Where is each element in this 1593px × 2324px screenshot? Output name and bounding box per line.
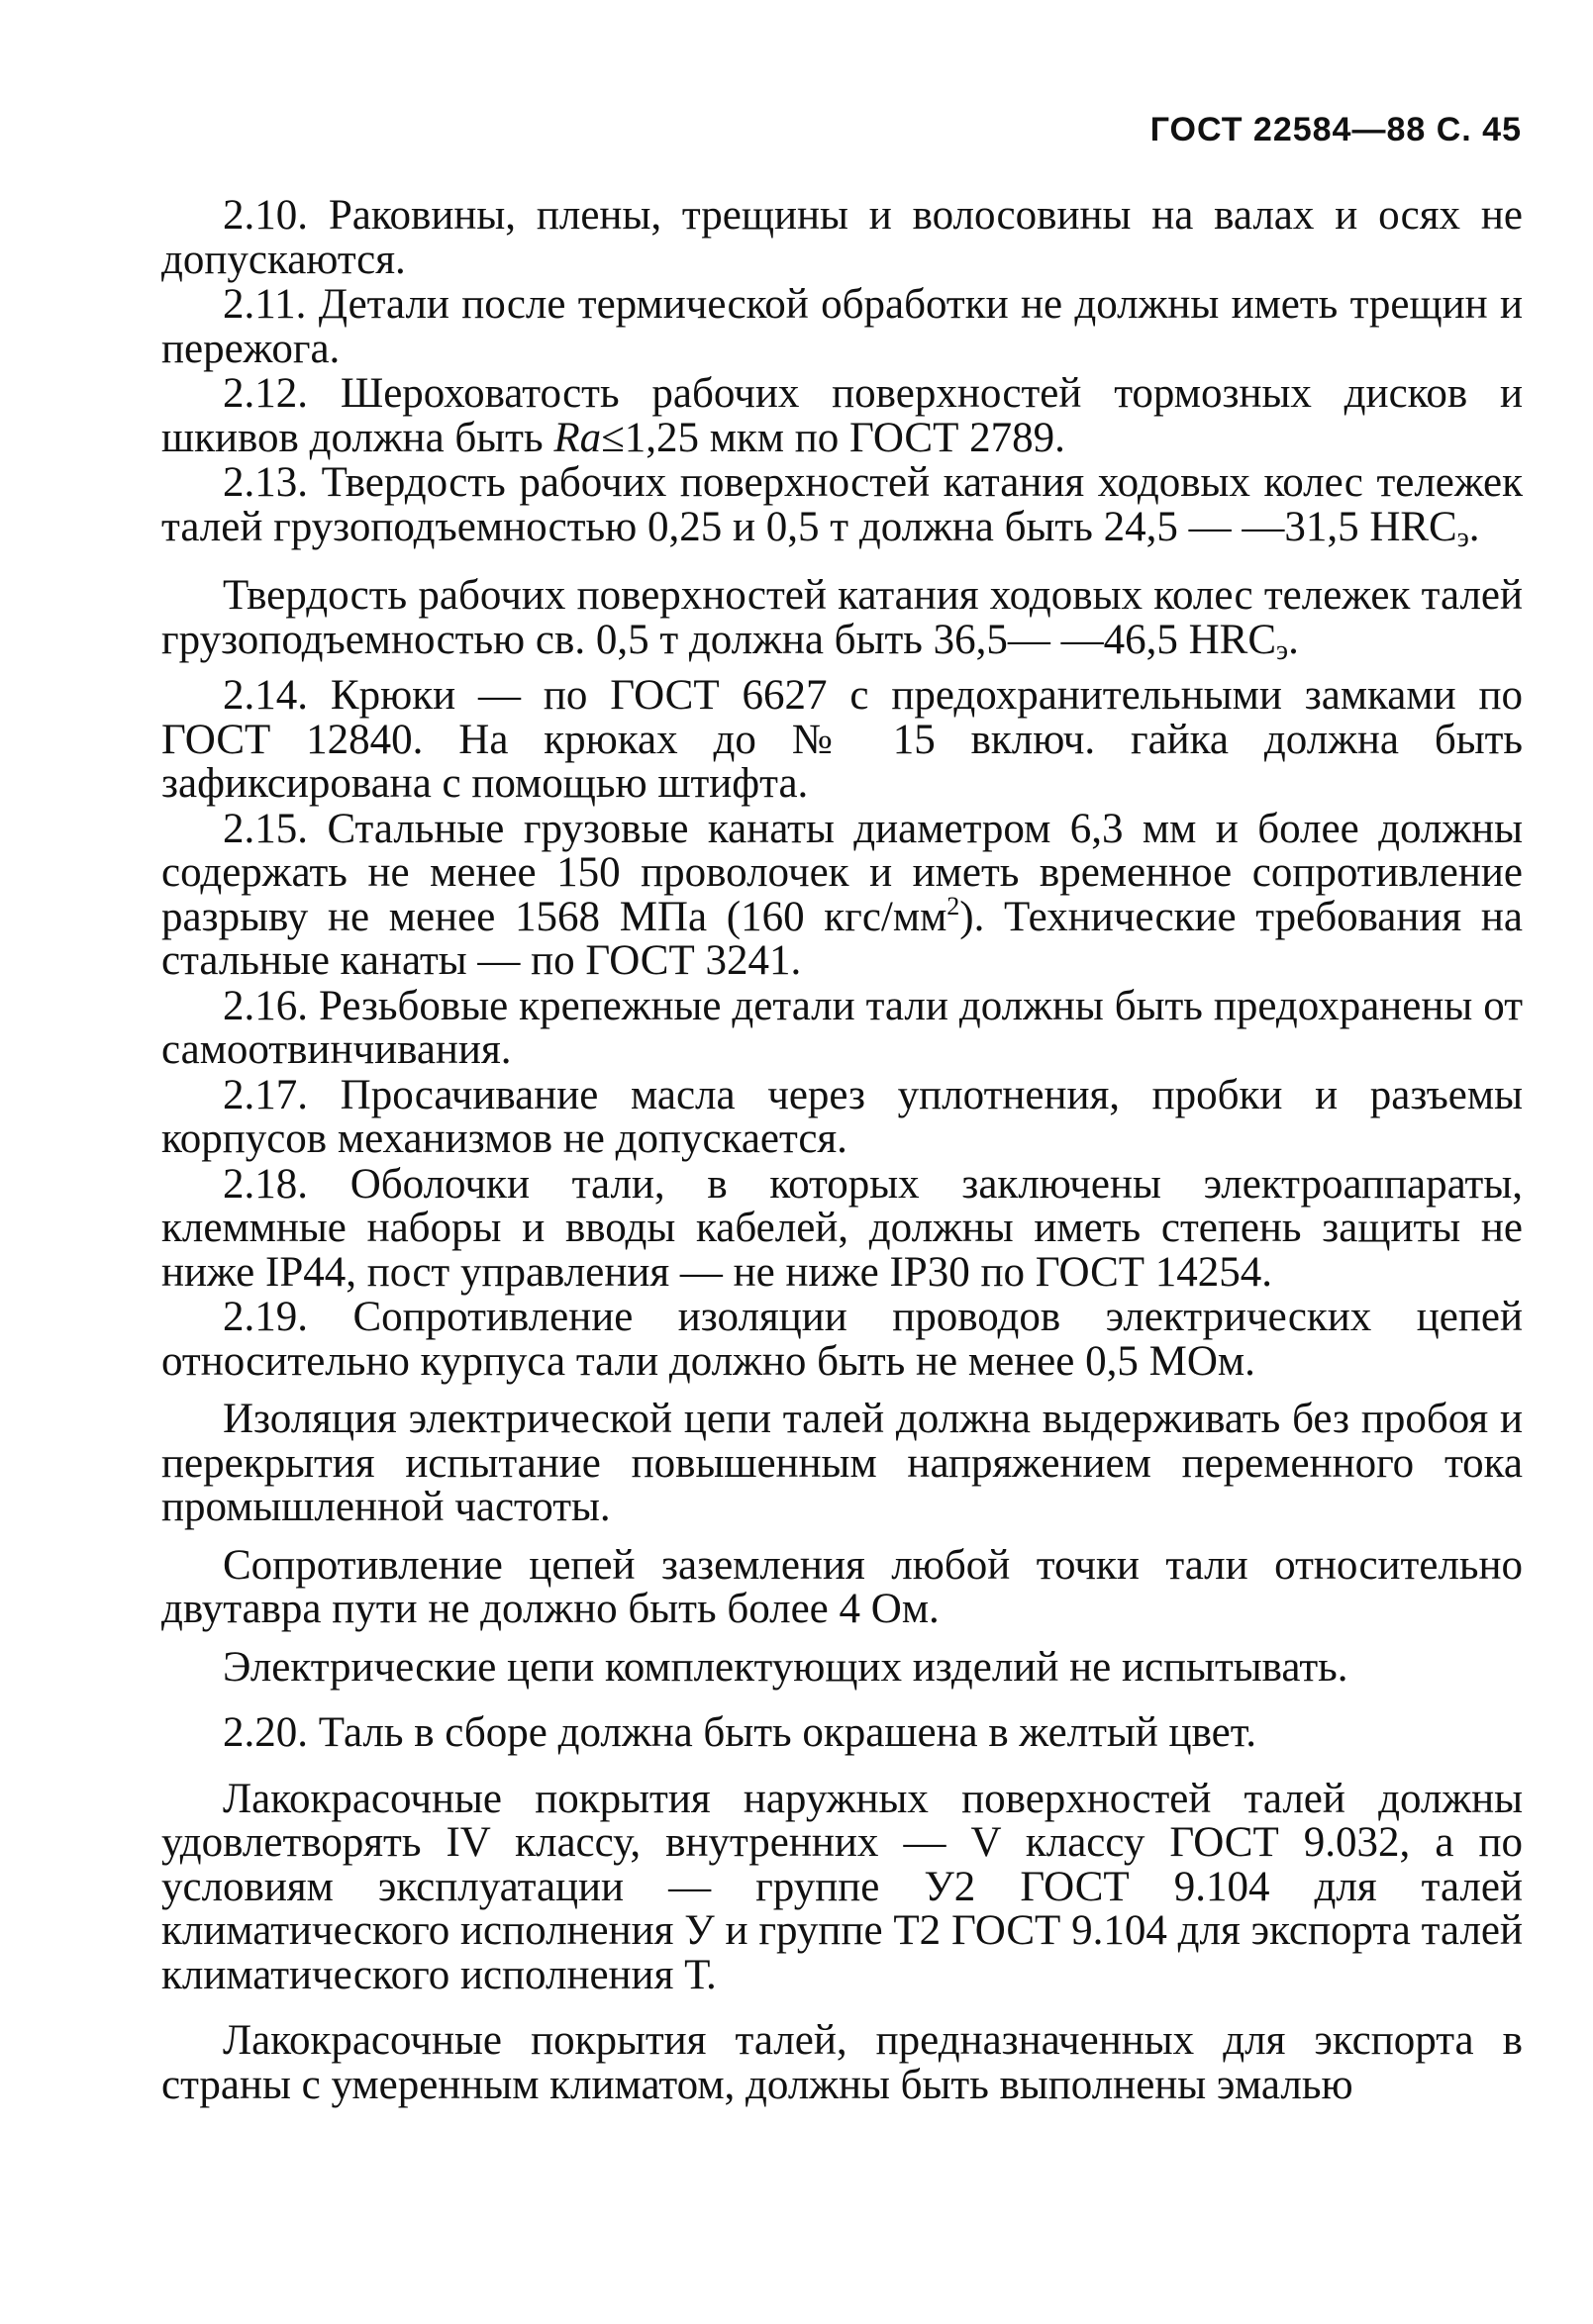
paragraph-2-20: 2.20. Таль в сборе должна быть окрашена в желтый цвет. — [223, 1709, 1257, 1756]
paragraph-2-15 — [161, 805, 1523, 984]
paragraph-2-12-text-a: 2.12. Шероховатость рабочих поверхностей тормозных дисков и шкивов должна быть — [161, 370, 1523, 461]
paragraph-2-13 — [161, 461, 1523, 560]
paragraph-2-11: 2.11. Детали после термической обработки не должны иметь трещин и пережога. — [161, 281, 1523, 372]
paragraph-2-12 — [161, 372, 1523, 460]
paragraph-2-18: 2.18. Оболочки тали, в которых заключены электроаппараты, клеммные наборы и вводы кабелей, должны иметь степень защиты не ниже IP44, пост управления — не ниже IP30 по ГОСТ 14254. — [161, 1160, 1523, 1296]
hrc-subscript: э — [1456, 522, 1469, 553]
paragraph-2-15-text-b: ). Технические требования на стальные канаты — по ГОСТ 3241. — [161, 893, 1523, 984]
paragraph-2-13-hardness-text-a: Твердость рабочих поверхностей катания ходовых колес тележек талей грузоподъемностью св. 0,5 т должна быть 36,5— —46,5 HRC — [161, 572, 1523, 663]
paragraph-2-10: 2.10. Раковины, плены, трещины и волосовины на валах и осях не допускаются. — [161, 192, 1523, 283]
document-body — [161, 194, 1523, 2107]
paragraph-2-20-export: Лакокрасочные покрытия талей, предназначенных для экспорта в страны с умеренным климатом, должны быть выполнены эмалью — [161, 2017, 1523, 2108]
hrc-subscript-2: э — [1276, 634, 1289, 666]
paragraph-2-13-hardness — [161, 574, 1523, 673]
paragraph-2-12-text-b: ≤1,25 мкм по ГОСТ 2789. — [601, 414, 1065, 461]
paragraph-2-19-components: Электрические цепи комплектующих изделий не испытывать. — [223, 1643, 1348, 1691]
paragraph-2-14: 2.14. Крюки — по ГОСТ 6627 с предохранительными замками по ГОСТ 12840. На крюках до № 15 включ. гайка должна быть зафиксирована с помощью штифта. — [161, 672, 1523, 807]
squared-superscript: 2 — [946, 891, 960, 920]
paragraph-2-20-coatings: Лакокрасочные покрытия наружных поверхностей талей должны удовлетворять IV классу, внутренних — V классу ГОСТ 9.032, а по условиям эксплуатации — группе У2 ГОСТ 9.104 для талей климатического исполнения У и группе Т2 ГОСТ 9.104 для экспорта талей климатического исполнения Т. — [161, 1775, 1523, 1998]
paragraph-2-19: 2.19. Сопротивление изоляции проводов электрических цепей относительно курпуса тали должно быть не менее 0,5 МОм. — [161, 1294, 1523, 1385]
paragraph-2-19-insulation: Изоляция электрической цепи талей должна выдерживать без пробоя и перекрытия испытание повышенным напряжением переменного тока промышленной частоты. — [161, 1396, 1523, 1530]
paragraph-2-13-text-b: . — [1468, 503, 1480, 550]
paragraph-2-19-grounding: Сопротивление цепей заземления любой точки тали относительно двутавра пути не должно быть более 4 Ом. — [161, 1541, 1523, 1632]
page-header: ГОСТ 22584—88 С. 45 — [1149, 111, 1522, 148]
roughness-symbol: Ra — [553, 414, 602, 461]
paragraph-2-13-hardness-text-b: . — [1288, 616, 1299, 663]
paragraph-2-16: 2.16. Резьбовые крепежные детали тали должны быть предохранены от самоотвинчивания. — [161, 982, 1523, 1073]
paragraph-2-13-text-a: 2.13. Твердость рабочих поверхностей катания ходовых колес тележек талей грузоподъемностью 0,25 и 0,5 т должна быть 24,5 — —31,5 HRC — [161, 459, 1523, 550]
paragraph-2-15-text-a: 2.15. Стальные грузовые канаты диаметром 6,3 мм и более должны содержать не менее 150 проволочек и иметь временное сопротивление разрыву не менее 1568 МПа (160 кгс/мм — [161, 805, 1523, 940]
paragraph-2-17: 2.17. Просачивание масла через уплотнения, пробки и разъемы корпусов механизмов не допускается. — [161, 1071, 1523, 1162]
